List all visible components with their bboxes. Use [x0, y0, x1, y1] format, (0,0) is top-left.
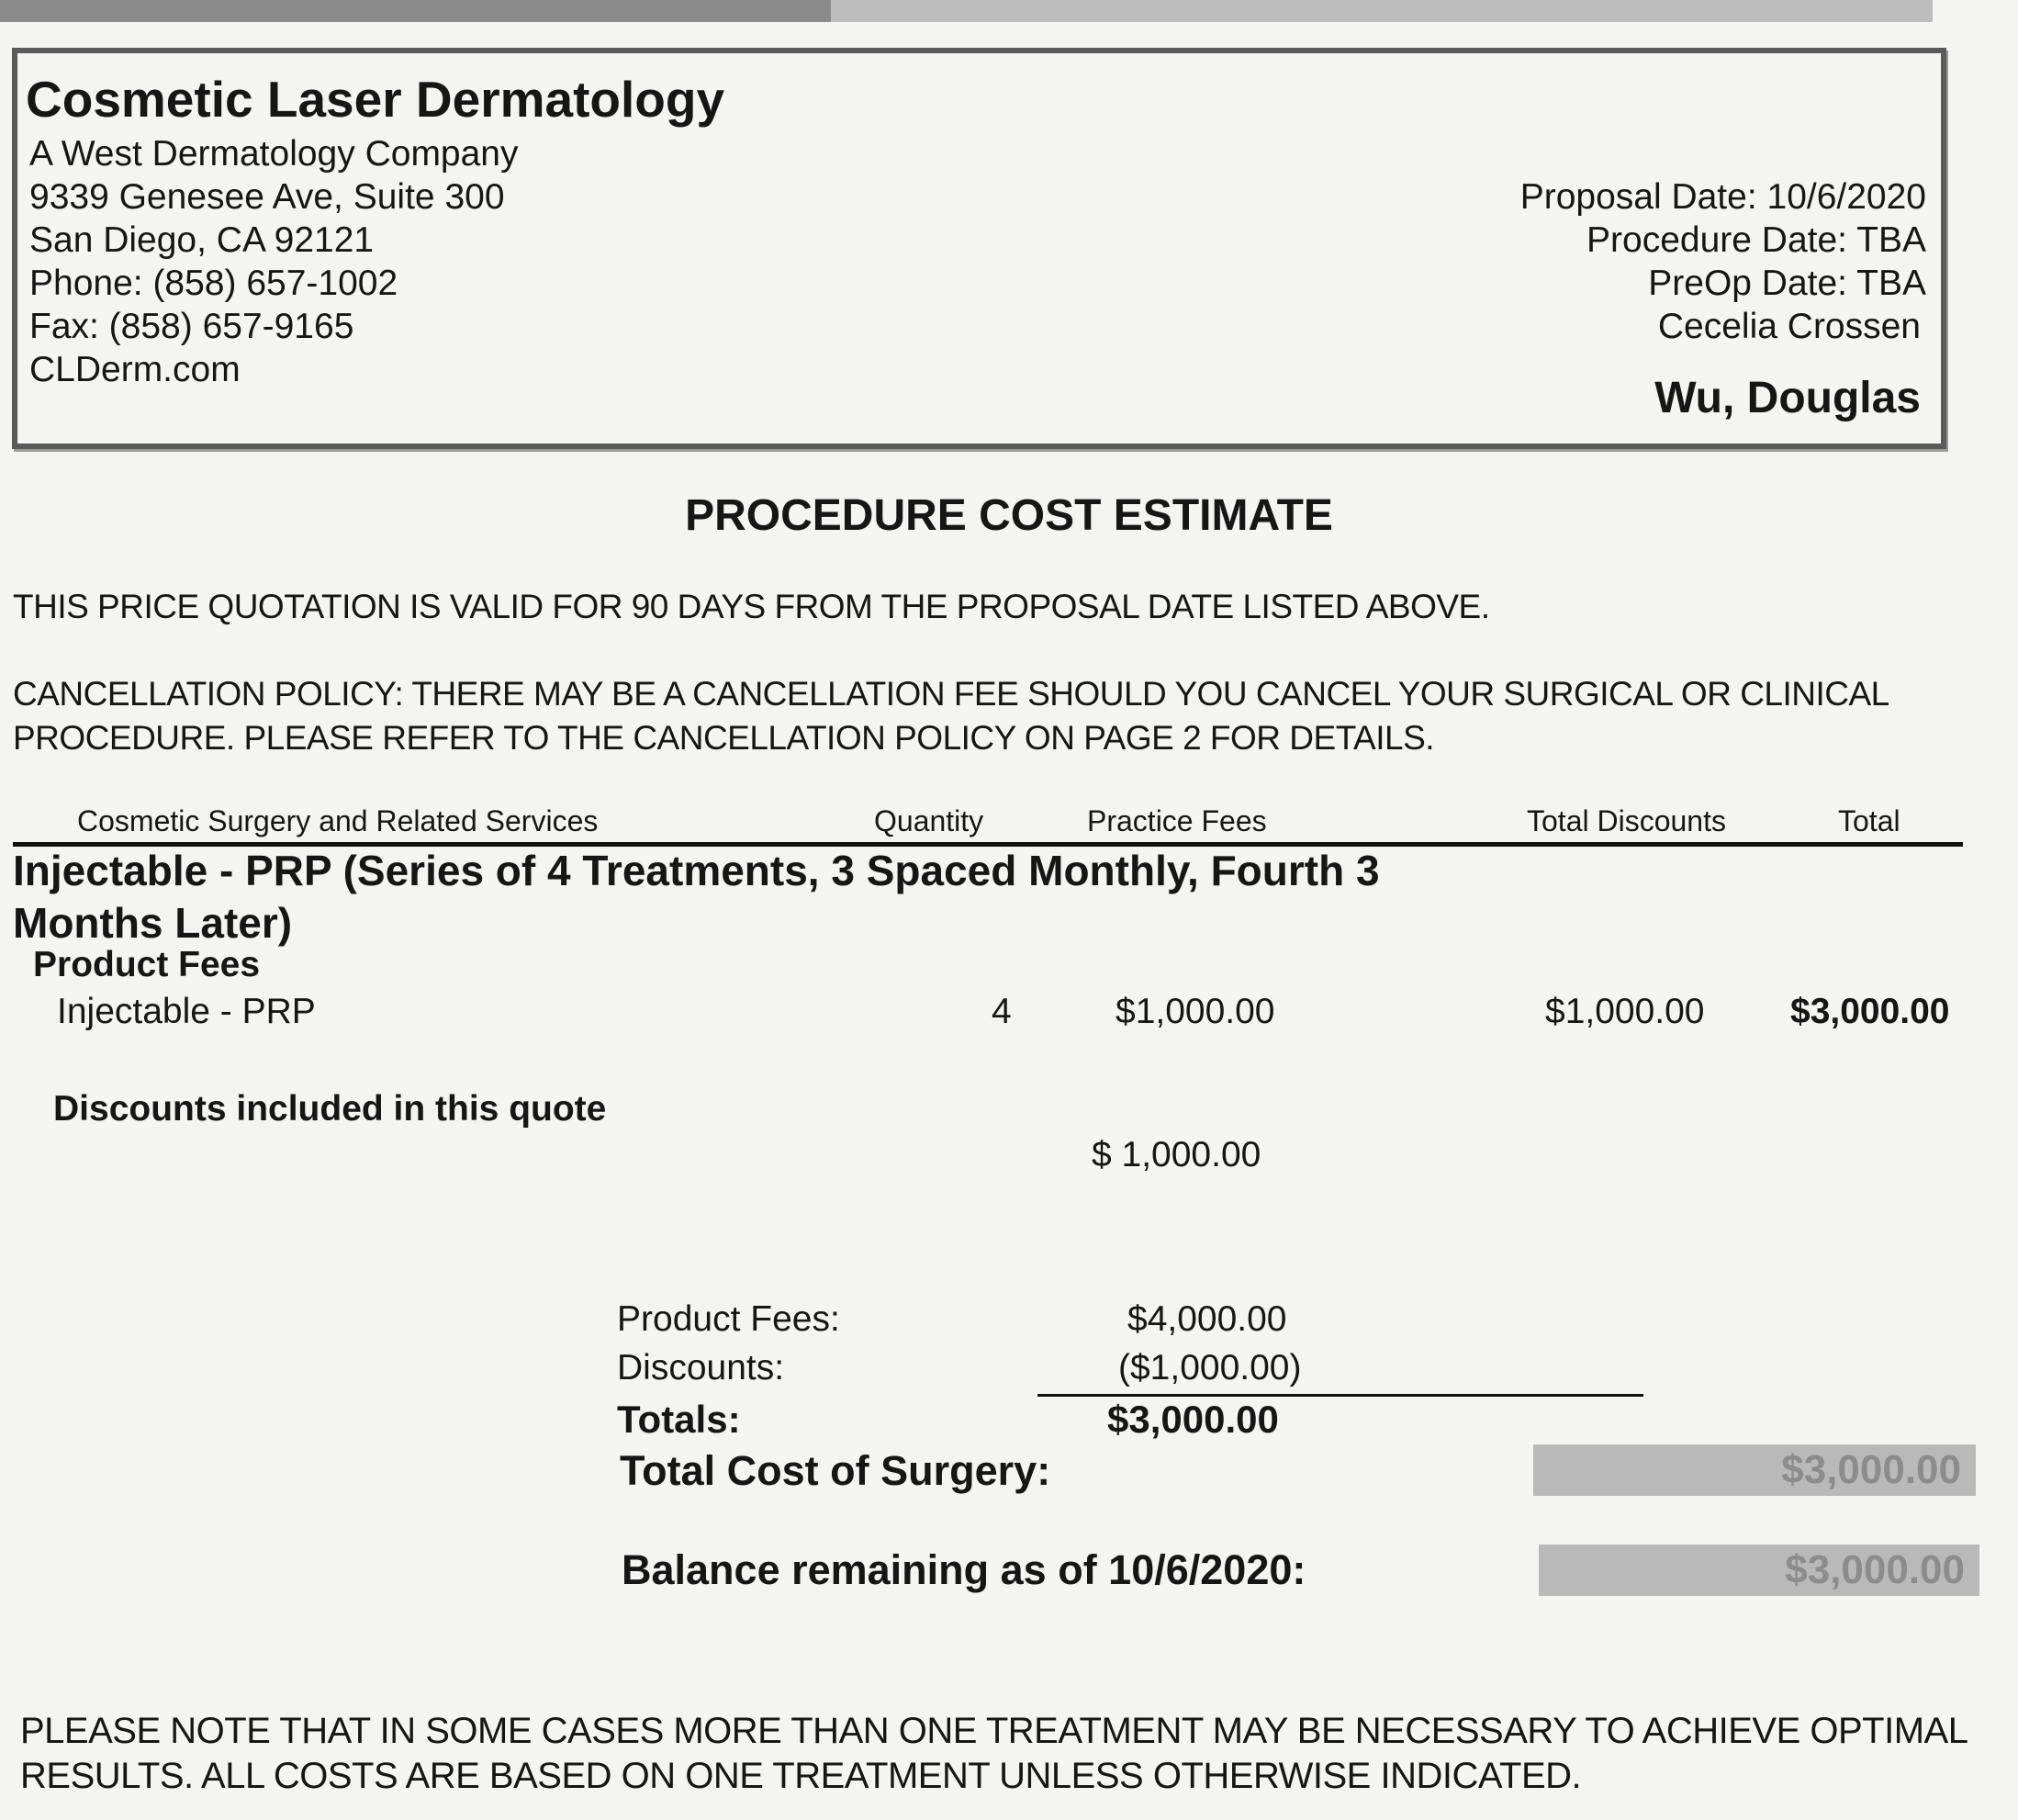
address-line-city: San Diego, CA 92121 [29, 220, 375, 260]
scan-edge-dark [0, 0, 831, 22]
page-title: PROCEDURE COST ESTIMATE [685, 491, 1333, 540]
discounts-amount: $ 1,000.00 [1092, 1135, 1261, 1174]
totals-rule [1037, 1394, 1643, 1397]
column-header-total-discounts: Total Discounts [1527, 804, 1726, 837]
proposal-date: Proposal Date: 10/6/2020 [1519, 177, 1926, 217]
scan-edge-light [831, 0, 1933, 22]
cancellation-policy-line-2: PROCEDURE. PLEASE REFER TO THE CANCELLATION POLICY ON PAGE 2 FOR DETAILS. [13, 719, 1435, 757]
coordinator-name: Cecelia Crossen [1657, 307, 1921, 346]
row-practice-fee: $1,000.00 [1116, 992, 1275, 1031]
column-header-practice-fees: Practice Fees [1087, 804, 1267, 837]
summary-totals-label: Totals: [617, 1398, 741, 1441]
row-quantity: 4 [992, 992, 1012, 1031]
website: CLDerm.com [29, 350, 241, 389]
summary-discounts-label: Discounts: [617, 1348, 785, 1387]
balance-remaining-value: $3,000.00 [1539, 1545, 1979, 1596]
product-fees-group-label: Product Fees [33, 945, 261, 984]
preop-date: PreOp Date: TBA [1648, 264, 1926, 303]
total-cost-value: $3,000.00 [1533, 1444, 1976, 1496]
summary-discounts-value: ($1,000.00) [1118, 1348, 1302, 1387]
address-line-street: 9339 Genesee Ave, Suite 300 [29, 177, 505, 217]
balance-remaining-label: Balance remaining as of 10/6/2020: [622, 1546, 1306, 1593]
phone-number: Phone: (858) 657-1002 [29, 264, 398, 303]
footer-note-line-1: PLEASE NOTE THAT IN SOME CASES MORE THAN ONE TREATMENT MAY BE NECESSARY TO ACHIEVE OPTIMAL [20, 1711, 1968, 1751]
procedure-section-title: Injectable - PRP (Series of 4 Treatments, 3 Spaced Monthly, Fourth 3 Months Later) [13, 847, 1380, 947]
summary-totals-value: $3,000.00 [1107, 1398, 1279, 1441]
total-cost-label: Total Cost of Surgery: [620, 1447, 1051, 1494]
cancellation-policy-line-1: CANCELLATION POLICY: THERE MAY BE A CANCELLATION FEE SHOULD YOU CANCEL YOUR SURGICAL OR CLINICAL [13, 675, 1889, 713]
column-header-total: Total [1838, 804, 1900, 837]
procedure-date: Procedure Date: TBA [1586, 220, 1926, 260]
address-line-company: A West Dermatology Company [29, 134, 519, 174]
company-name: Cosmetic Laser Dermatology [26, 71, 725, 128]
row-service-name: Injectable - PRP [57, 992, 316, 1031]
summary-product-fees-label: Product Fees: [617, 1299, 840, 1339]
row-total-discounts: $1,000.00 [1545, 992, 1705, 1031]
row-total: $3,000.00 [1790, 992, 1950, 1031]
footer-note-line-2: RESULTS. ALL COSTS ARE BASED ON ONE TREATMENT UNLESS OTHERWISE INDICATED. [20, 1756, 1582, 1796]
summary-product-fees-value: $4,000.00 [1127, 1299, 1287, 1339]
patient-name: Wu, Douglas [1654, 374, 1921, 422]
validity-notice: THIS PRICE QUOTATION IS VALID FOR 90 DAYS FROM THE PROPOSAL DATE LISTED ABOVE. [13, 588, 1490, 625]
column-header-service: Cosmetic Surgery and Related Services [77, 804, 599, 837]
discounts-label: Discounts included in this quote [53, 1089, 607, 1129]
column-header-quantity: Quantity [874, 804, 984, 837]
fax-number: Fax: (858) 657-9165 [29, 307, 354, 346]
